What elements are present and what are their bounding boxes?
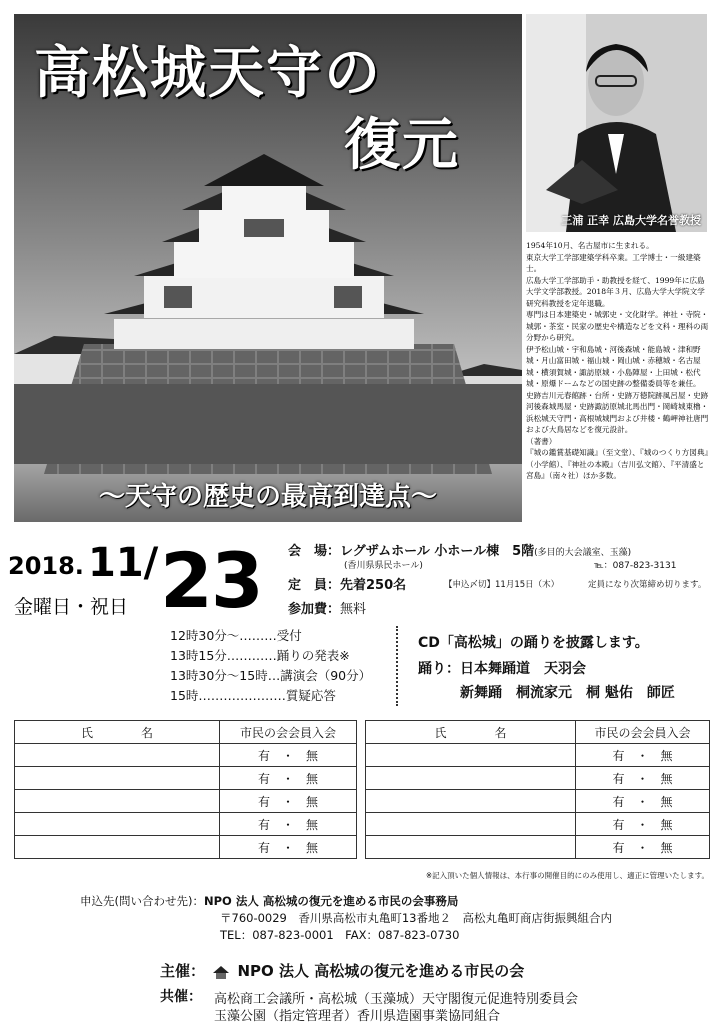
table-row <box>366 790 710 813</box>
event-tagline: ～天守の歴史の最高到達点～ <box>98 482 437 512</box>
bio-line: 伊予松山城・宇和島城・河後森城・能島城・津和野城・月山富田城・福山城・岡山城・赤穂城・名古屋城・横須賀城・諏訪原城・小島陣屋・上田城・松代城・原爆ドームなどの国史跡の整備委員等を兼任。 <box>526 344 701 388</box>
registration-table-right <box>365 720 710 859</box>
apply-org: NPO 法人 高松城の復元を進める市民の会事務局 <box>203 894 459 908</box>
membership-option[interactable]: 有 ・ 無 <box>220 813 357 836</box>
bio-line: 史跡吉川元春館跡・台所・史跡万徳院跡風呂屋・史跡河後森城馬屋・史跡諏訪原城北馬出門・岡崎城東櫓・浜松城天守門・高根城城門および井楼・鶴岬神社唐門および大鳥居などを復元設計。 <box>526 390 709 434</box>
apply-address: 〒760-0029 香川県高松市丸亀町13番地２ 高松丸亀町商店街振興組合内 <box>220 911 612 925</box>
name-field[interactable] <box>366 767 576 790</box>
table-row <box>366 767 710 790</box>
host-line <box>160 960 524 981</box>
event-date <box>8 536 278 632</box>
schedule-item: 13時30分～15時…講演会（90分） <box>170 668 372 683</box>
table-row <box>366 813 710 836</box>
name-field[interactable] <box>366 744 576 767</box>
membership-option[interactable]: 有 ・ 無 <box>576 836 710 859</box>
bio-line: （著書） <box>526 436 557 446</box>
venue-value: レグザムホール 小ホール棟 5階 <box>340 544 535 559</box>
schedule <box>170 626 390 706</box>
table-row <box>15 744 357 767</box>
apply-label: 申込先(問い合わせ先)： <box>80 894 204 908</box>
date-day: 23 <box>160 536 262 625</box>
membership-option[interactable]: 有 ・ 無 <box>576 790 710 813</box>
apply-contact: TEL：087-823-0001 FAX：087-823-0730 <box>220 928 460 942</box>
table-row <box>15 790 357 813</box>
venue-row <box>288 540 631 559</box>
table-row <box>366 836 710 859</box>
event-title-line2: 復元 <box>344 113 460 178</box>
schedule-item: 12時30分～………受付 <box>170 628 302 643</box>
name-field[interactable] <box>366 790 576 813</box>
cohost-line1: 高松商工会議所・高松城（玉藻城）天守閣復元促進特別委員会 <box>214 992 579 1007</box>
name-field[interactable] <box>366 813 576 836</box>
bio-line: 専門は日本建築史・城郭史・文化財学。神社・寺院・城郭・茶室・民家の歴史や構造などを文科・理科の両分野から研究。 <box>526 310 709 342</box>
host-label: 主催： <box>160 962 206 980</box>
cohost-line2: 玉藻公園（指定管理者）香川県造園事業協同組合 <box>214 1009 501 1024</box>
dance-group1: 日本舞踊道 天羽会 <box>460 661 586 677</box>
castle-photo <box>14 14 522 522</box>
bio-line: 広島大学工学部助手・助教授を経て、1999年に広島大学文学部教授。2018年３月、広島大学大学院文学研究科教授を定年退職。 <box>526 275 705 308</box>
dance-label: 踊り： <box>418 661 460 677</box>
bio-line: 東京大学工学部建築学科卒業。工学博士・一級建築士。 <box>526 252 701 273</box>
table-row <box>15 836 357 859</box>
cd-headline: CD「高松城」の踊りを披露します。 <box>418 635 649 651</box>
privacy-note: ※記入頂いた個人情報は、本行事の開催目的にのみ使用し、適正に管理いたします。 <box>425 871 709 880</box>
fee-row <box>288 598 366 617</box>
cohost-label: 共催： <box>160 989 202 1005</box>
date-weekday: 金曜日・祝日 <box>14 596 129 618</box>
membership-option[interactable]: 有 ・ 無 <box>220 836 357 859</box>
membership-option[interactable]: 有 ・ 無 <box>576 813 710 836</box>
capacity-note: 定員になり次第締め切ります。 <box>588 580 707 590</box>
capacity-deadline: 【申込〆切】11月15日（木） <box>444 580 560 590</box>
fee-label: 参加費： <box>288 602 341 617</box>
venue-label: 会 場： <box>288 544 341 559</box>
member-header: 市民の会会員入会 <box>220 721 357 744</box>
capacity-value: 先着250名 <box>340 578 407 593</box>
name-field[interactable] <box>15 790 220 813</box>
fee-value: 無料 <box>340 602 367 617</box>
capacity-row <box>288 574 406 593</box>
schedule-item: 13時15分…………踊りの発表※ <box>170 648 350 663</box>
bio-line: 1954年10月、名古屋市に生まれる。 <box>526 241 654 250</box>
name-header: 氏 名 <box>15 721 220 744</box>
speaker-photo <box>526 14 707 232</box>
event-title-line1: 高松城天守の <box>34 41 382 106</box>
cd-announcement <box>396 626 718 706</box>
speaker-bio <box>526 240 712 482</box>
speaker-portrait <box>526 14 707 232</box>
venue-tel: ℡：087-823-3131 <box>594 561 677 571</box>
name-field[interactable] <box>15 744 220 767</box>
registration-table-left <box>14 720 357 859</box>
dance-group2: 新舞踊 桐流家元 桐 魁佑 師匠 <box>460 685 675 701</box>
name-field[interactable] <box>15 813 220 836</box>
venue-room: (多目的大会議室、玉藻) <box>534 548 632 558</box>
schedule-item: 15時…………………質疑応答 <box>170 688 336 703</box>
membership-option[interactable]: 有 ・ 無 <box>220 744 357 767</box>
speaker-caption: 三浦 正幸 広島大学名誉教授 <box>561 214 701 227</box>
membership-option[interactable]: 有 ・ 無 <box>220 790 357 813</box>
org-logo-icon <box>210 963 232 981</box>
bio-line: 『城の鑑賞基礎知識』（至文堂）、『城のつくり方図典』（小学館）、『神社の本殿』（吉川弘文館）、『平清盛と宮島』（南々社）ほか多数。 <box>526 448 709 480</box>
membership-option[interactable]: 有 ・ 無 <box>220 767 357 790</box>
table-row <box>15 813 357 836</box>
membership-option[interactable]: 有 ・ 無 <box>576 767 710 790</box>
name-field[interactable] <box>15 767 220 790</box>
name-header: 氏 名 <box>366 721 576 744</box>
apply-line <box>80 893 720 910</box>
member-header: 市民の会会員入会 <box>576 721 710 744</box>
venue-sub: (香川県県民ホール) <box>344 561 423 571</box>
capacity-label: 定 員： <box>288 578 341 593</box>
table-row <box>366 744 710 767</box>
date-year: 2018. <box>8 552 84 580</box>
host-value: NPO 法人 高松城の復元を進める市民の会 <box>237 962 525 980</box>
table-row <box>15 767 357 790</box>
name-field[interactable] <box>366 836 576 859</box>
date-month: 11/ <box>88 540 159 586</box>
membership-option[interactable]: 有 ・ 無 <box>576 744 710 767</box>
application-info <box>80 893 720 944</box>
name-field[interactable] <box>15 836 220 859</box>
